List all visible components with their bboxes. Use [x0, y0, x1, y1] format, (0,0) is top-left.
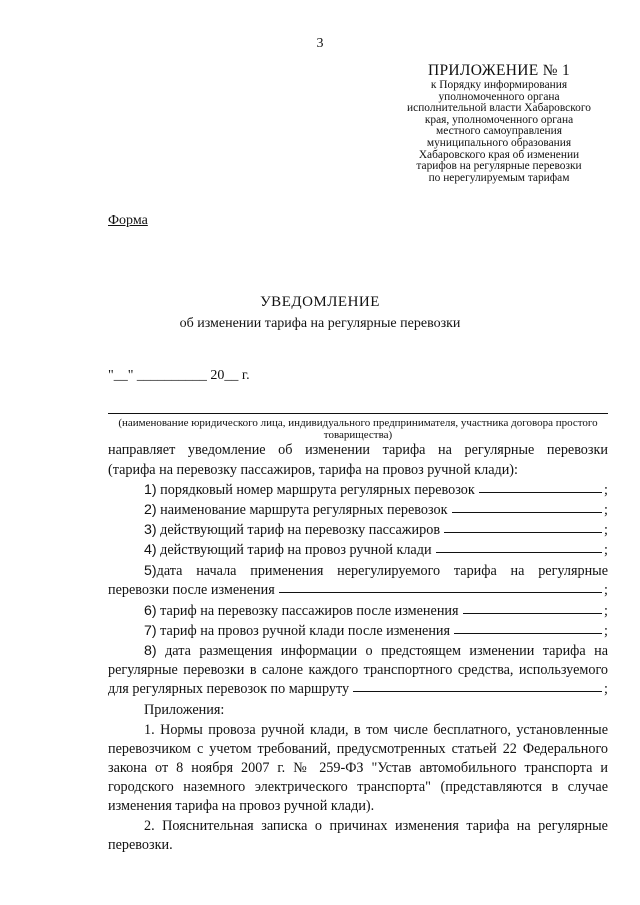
item-8-continuation: для регулярных перевозок по маршруту ; [108, 681, 608, 697]
document-subtitle: об изменении тарифа на регулярные перевозки [179, 316, 461, 331]
appendix-line: муниципального образования [426, 136, 572, 149]
appendix-line: тарифов на регулярные перевозки [416, 160, 582, 173]
item-5: 5)дата начала применения нерегулируемого тарифа на регулярные [144, 563, 608, 579]
item-8-continuation: регулярные перевозки в салоне каждого транспортного средства, используемого [108, 662, 608, 678]
appendix-line: края, уполномоченного органа [424, 113, 574, 126]
attachment-1-line: закона от 8 ноября 2007 г. № 259-ФЗ "Устав автомобильного транспорта и [108, 760, 608, 776]
intro-line: направляет уведомление об изменении тарифа на регулярные перевозки [108, 442, 608, 458]
attachment-1-line: 1. Нормы провоза ручной клади, в том числе бесплатного, установленные [144, 722, 608, 738]
appendix-line: Хабаровского края об изменении [418, 148, 580, 161]
intro-line: (тарифа на перевозку пассажиров, тарифа на провоз ручной клади): [108, 462, 518, 478]
item-1: 1) порядковый номер маршрута регулярных перевозок ; [144, 482, 608, 498]
item-5-continuation: перевозки после изменения ; [108, 582, 608, 598]
appendix-title: ПРИЛОЖЕНИЕ № 1 [427, 62, 571, 79]
form-label: Форма [108, 213, 148, 228]
page-number: 3 [316, 36, 324, 51]
appendix-block [384, 62, 614, 184]
appendix-line: уполномоченного органа [438, 90, 560, 103]
document-title: УВЕДОМЛЕНИЕ [260, 294, 380, 310]
date-line: "__" __________ 20__ г. [108, 368, 250, 383]
item-7: 7) тариф на провоз ручной клади после изменения ; [144, 623, 608, 639]
appendix-line: местного самоуправления [436, 125, 562, 138]
attachment-2-line: 2. Пояснительная записка о причинах изменения тарифа на регулярные [144, 818, 608, 834]
name-blank-line [108, 413, 608, 414]
attachment-2-line: перевозки. [108, 837, 173, 853]
attachment-1-line: городского наземного электрического транспорта" (представляются в случае [108, 779, 608, 795]
item-6: 6) тариф на перевозку пассажиров после изменения ; [144, 603, 608, 619]
appendix-line: исполнительной власти Хабаровского [407, 102, 591, 115]
appendix-line: к Порядку информирования [430, 79, 568, 91]
item-4: 4) действующий тариф на провоз ручной клади ; [144, 542, 608, 558]
item-2: 2) наименование маршрута регулярных перевозок ; [144, 502, 608, 518]
item-3: 3) действующий тариф на перевозку пассажиров ; [144, 522, 608, 538]
attachment-1-line: изменения тарифа на провоз ручной клади). [108, 798, 375, 814]
attachment-1-line: перевозчиком с учетом требований, предусмотренных статьей 22 Федерального [108, 741, 608, 757]
appendix-line: по нерегулируемым тарифам [428, 171, 570, 184]
item-8: 8) дата размещения информации о предстоящем изменении тарифа на [144, 643, 608, 659]
name-caption: (наименование юридического лица, индивидуального предпринимателя, участника договора простого товарищества) [118, 417, 598, 441]
attachments-heading: Приложения: [144, 702, 225, 718]
